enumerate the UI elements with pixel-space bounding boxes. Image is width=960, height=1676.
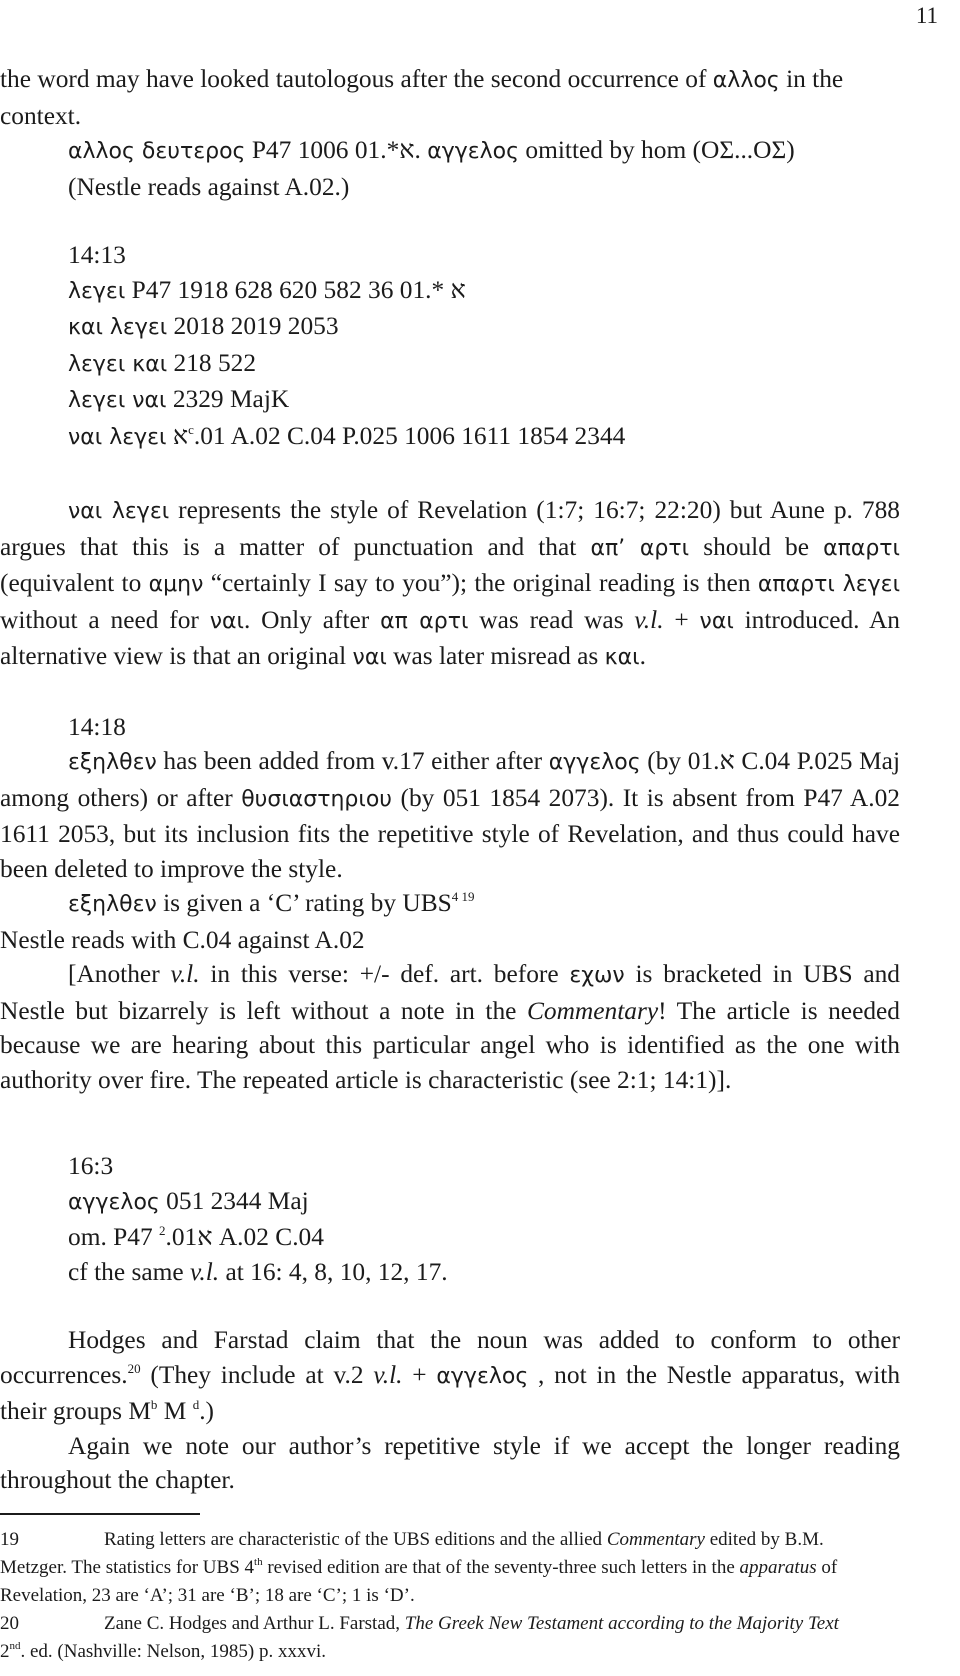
text: 218 522 xyxy=(167,348,257,377)
variant-line xyxy=(0,273,900,310)
text: (by xyxy=(640,747,688,775)
text: Hodges and Farstad claim that the noun was added to conform to other occurrences. xyxy=(0,1326,900,1389)
text: P47 xyxy=(245,136,298,164)
greek-word: ναι λεγει xyxy=(68,424,167,450)
commentary-title: Commentary xyxy=(606,1529,705,1550)
text: was read was xyxy=(468,605,635,634)
footnote-marker[interactable]: 4 19 xyxy=(451,889,475,904)
greek-word: αγγελος xyxy=(436,1363,529,1389)
variant-line xyxy=(0,1220,900,1255)
text: , not in the Nestle apparatus, with their groups M xyxy=(0,1360,901,1425)
text: 2 xyxy=(0,1641,10,1662)
footnote-20 xyxy=(0,1610,868,1666)
text: revised edition are that of the seventy-three such letters in the xyxy=(262,1557,740,1578)
greek-word: ναι λεγει xyxy=(68,499,170,524)
footnote-19 xyxy=(0,1526,868,1610)
aleph-siglum: א xyxy=(197,1223,213,1251)
variant-line xyxy=(0,419,900,456)
text: + xyxy=(402,1360,437,1389)
aleph-siglum: א xyxy=(399,136,415,164)
greek-word: ναι xyxy=(209,608,244,634)
greek-word: αγγελος xyxy=(548,750,641,775)
text: *.01 36 582 620 628 1918 xyxy=(177,275,451,304)
text: 2329 MajK xyxy=(166,385,290,413)
variant-line xyxy=(0,1255,900,1290)
text: without a need for xyxy=(0,605,210,634)
text: is bracketed in UBS and Nestle but bizarrely is left without a note in the xyxy=(0,960,901,1025)
variant-line xyxy=(0,346,900,383)
verse-reference: 16:3 xyxy=(68,1152,114,1180)
text: cf the same xyxy=(68,1257,190,1286)
text: ! The article is needed because we are hearing about this particular angel who is identified as the one with authority over fire. The repeated article is characteristic (see 2:1; 14:1)]. xyxy=(0,996,900,1094)
footnotes xyxy=(0,1526,868,1666)
text: .) xyxy=(199,1397,215,1425)
greek-word: θυσιαστηριου xyxy=(241,786,393,812)
superscript: th xyxy=(254,1556,263,1568)
commentary-paragraph xyxy=(0,744,900,886)
superscript: d xyxy=(192,1397,200,1412)
text: in this verse: +/- def. art. before xyxy=(199,960,570,988)
verse-reference: 14:18 xyxy=(68,712,126,741)
greek-word: λεγει xyxy=(68,278,126,304)
text: .01 A.02 C.04 xyxy=(165,1223,324,1251)
text: has been added from v.17 either after xyxy=(156,747,549,775)
text: represents the style of Revelation (1:7; 16:7; 22:20) but Aune p. 788 argues that this is a matter of punctuation and that xyxy=(0,496,901,561)
text: was later misread as xyxy=(386,642,605,670)
text: . Only after xyxy=(243,605,381,634)
page-number: 11 xyxy=(915,3,938,28)
variant-abbrev: v.l. xyxy=(170,960,200,988)
text: 2018 2019 2053 xyxy=(167,312,339,340)
greek-word: αμην xyxy=(148,572,204,597)
book-title: The Greek New Testament according to the Majority Text xyxy=(404,1613,839,1634)
greek-word: αλλος δευτερος xyxy=(68,139,246,164)
footnote-number: 19 xyxy=(0,1529,19,1550)
text: (They include at v.2 xyxy=(140,1360,374,1389)
commentary-paragraph: Again we note our author’s repetitive style if we accept the longer reading throughout the chapter. xyxy=(0,1431,900,1494)
text: 051 2344 Maj xyxy=(159,1186,309,1215)
variant-line xyxy=(0,382,900,419)
greek-word: αλλος xyxy=(712,68,780,93)
variant-line xyxy=(0,133,900,170)
text: at 16: 4, 8, 10, 12, 17. xyxy=(219,1257,448,1286)
text: .01 C.04 P.025 Maj among others) or after xyxy=(0,747,901,812)
nestle-line: Nestle reads with C.04 against A.02 xyxy=(0,925,365,954)
superscript: 2 xyxy=(159,1223,166,1238)
variant-line xyxy=(0,1184,900,1221)
commentary-paragraph xyxy=(0,493,900,676)
footnote-marker[interactable]: 20 xyxy=(127,1360,141,1376)
paragraph-intro xyxy=(0,62,900,133)
greek-word: και xyxy=(604,645,640,670)
main-text xyxy=(0,62,900,1498)
bracket-note xyxy=(0,957,900,1097)
greek-word: απαρτι xyxy=(823,535,900,561)
superscript: b xyxy=(150,1397,158,1412)
rating-line xyxy=(0,886,900,923)
text: *.01 1006. xyxy=(297,136,428,164)
verse-reference: 14:13 xyxy=(68,241,126,269)
greek-word: απαρτι λεγει xyxy=(757,572,901,597)
text: om. P47 xyxy=(68,1223,159,1251)
greek-word: απ αρτι xyxy=(380,608,469,634)
variant-line xyxy=(0,309,900,346)
text: introduced. An alternative view is that an original xyxy=(0,605,900,670)
greek-word: ναι xyxy=(699,608,734,634)
greek-word: λεγει και xyxy=(68,351,168,377)
text: in the context. xyxy=(0,65,844,130)
text: the word may have looked tautologous after the second occurrence of xyxy=(0,65,713,93)
text: edited by B.M. Metzger. The statistics for UBS 4 xyxy=(0,1529,824,1578)
text: .01 A.02 C.04 P.025 1006 1611 1854 2344 xyxy=(193,421,626,450)
commentary-paragraph xyxy=(0,1323,900,1429)
text: (equivalent to xyxy=(0,569,149,597)
variant-abbrev: v.l. xyxy=(373,1360,403,1389)
apparatus-title: apparatus xyxy=(739,1557,817,1578)
text: is given a ‘C’ rating by UBS xyxy=(156,889,452,917)
section-14-13 xyxy=(0,238,900,676)
greek-word: απ’ αρτι xyxy=(590,535,690,561)
text: Zane C. Hodges and Arthur L. Farstad, xyxy=(104,1613,405,1634)
text: . ed. (Nashville: Nelson, 1985) p. xxxvi. xyxy=(20,1641,327,1662)
greek-word: εξηλθεν xyxy=(68,892,157,917)
text: omitted by hom (ΟΣ...ΟΣ) xyxy=(519,136,795,164)
aleph-siglum: א xyxy=(166,421,189,450)
aleph-siglum: א xyxy=(450,275,466,304)
text: should be xyxy=(689,532,824,561)
section-14-18 xyxy=(0,710,900,1098)
text: “certainly I say to you”); the original reading is then xyxy=(203,569,758,597)
greek-word: εχων xyxy=(569,963,625,988)
footnote-number: 20 xyxy=(0,1613,19,1634)
greek-word: αγγελος xyxy=(68,1189,160,1215)
text: (by 051 1854 2073). It is absent from P47 A.02 1611 2053, but its inclusion fits the repetitive style of Revelation, and thus could have been deleted to improve the style. xyxy=(0,783,900,883)
section-16-3 xyxy=(0,1149,900,1498)
text: Rating letters are characteristic of the UBS editions and the allied xyxy=(104,1529,607,1550)
variant-abbrev: v.l. xyxy=(189,1257,220,1286)
greek-word: και λεγει xyxy=(68,315,168,340)
greek-word: ναι xyxy=(352,645,387,670)
text: [Another xyxy=(68,960,171,988)
text: of Revelation, 23 are ‘A’; 31 are ‘B’; 18 are ‘C’; 1 is ‘D’. xyxy=(0,1557,838,1606)
greek-word: αγγελος xyxy=(427,139,520,164)
footnote-rule xyxy=(0,1513,200,1515)
nestle-note: (Nestle reads against A.02.) xyxy=(68,172,350,201)
text: . xyxy=(639,642,646,670)
superscript: c xyxy=(188,421,194,437)
superscript: nd xyxy=(9,1640,21,1652)
greek-word: εξηλθεν xyxy=(68,750,157,775)
text: + xyxy=(663,605,700,634)
text: P47 xyxy=(125,275,178,304)
aleph-siglum: א xyxy=(719,747,735,775)
text: M xyxy=(157,1397,193,1425)
variant-abbrev: v.l. xyxy=(634,605,664,634)
commentary-title: Commentary xyxy=(526,996,659,1025)
greek-word: λεγει ναι xyxy=(68,388,167,413)
